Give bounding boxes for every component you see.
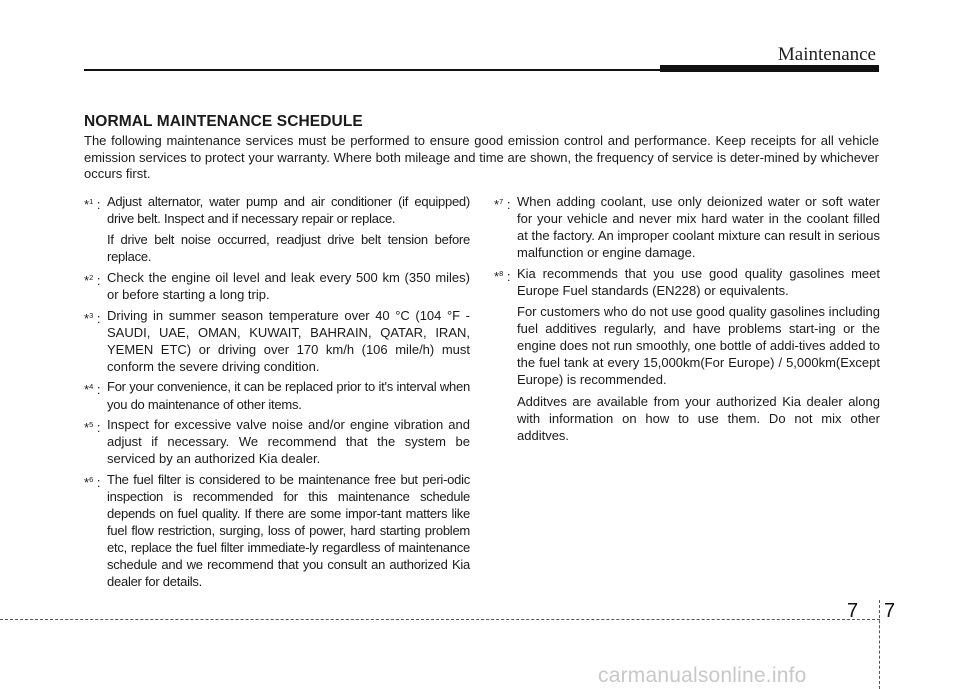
note-text: Inspect for excessive valve noise and/or engine vibration and adjust if necessary. We recommend that the system be serviced by an authorized Kia dealer. bbox=[107, 417, 470, 467]
note-text: Driving in summer season temperature over 40 °C (104 °F - SAUDI, UAE, OMAN, KUWAIT, BAHRAIN, QATAR, IRAN, YEMEN ETC) or driving over 170 km/h (106 mile/h) must conform the severe driving condition. bbox=[107, 307, 470, 374]
note-text: For your convenience, it can be replaced prior to it's interval when you do maintenance of other items. bbox=[107, 379, 470, 412]
section-intro: The following maintenance services must be performed to ensure good emission control and performance. Keep receipts for all vehicle emission services to protect your warranty. Where both mileage and time are shown, the frequency of service is deter-mined by whichever occurs first. bbox=[84, 133, 879, 181]
footer-rule-dashed bbox=[0, 619, 880, 620]
page-number: 7 bbox=[884, 600, 896, 622]
note-text: When adding coolant, use only deionized water or soft water for your vehicle and never mix hard water in the coolant filled at the factory. An improper coolant mixture can result in serious malfunction or engine damage. bbox=[517, 194, 880, 261]
note-marker: *$^8$ : bbox=[494, 268, 511, 284]
note-8 bbox=[494, 265, 880, 444]
note-text: Kia recommends that you use good quality gasolines meet Europe Fuel standards (EN228) or equivalents. bbox=[517, 265, 880, 298]
footer-divider-dashed bbox=[879, 600, 880, 689]
note-marker: *$^7$ : bbox=[494, 197, 511, 212]
note-7 bbox=[494, 193, 880, 261]
note-marker: *$^5$ : bbox=[84, 420, 101, 436]
note-text: Check the engine oil level and leak every 500 km (350 miles) or before starting a long trip. bbox=[107, 269, 470, 302]
header-rule-thin bbox=[84, 69, 660, 71]
note-text: For customers who do not use good quality gasolines including fuel additives regularly, and have problems start-ing or the engine does not run smoothly, one bottle of addi-tives added to the fuel tank at every 15,000km(For Europe) / 5,000km(Except Europe) is recommended. bbox=[517, 304, 880, 388]
note-2 bbox=[84, 269, 470, 303]
header-title: Maintenance bbox=[777, 44, 876, 65]
section-title: NORMAL MAINTENANCE SCHEDULE bbox=[84, 113, 363, 130]
chapter-number: 7 bbox=[847, 600, 859, 622]
note-text: Additves are available from your authorized Kia dealer along with information on how to use them. Do not mix other additves. bbox=[517, 393, 880, 443]
note-marker: *$^3$ : bbox=[84, 310, 101, 326]
note-4 bbox=[84, 378, 470, 412]
note-text: The fuel filter is considered to be maintenance free but peri-odic inspection is recommended for this maintenance schedule depends on fuel quality. If there are some impor-tant matters like fuel flow restriction, surging, loss of power, hard starting problem etc, replace the fuel filter immediate-ly regardless of maintenance schedule and we recommend that you consult an authorized Kia dealer for details. bbox=[107, 471, 470, 590]
note-6 bbox=[84, 471, 470, 591]
note-marker: *$^4$ : bbox=[84, 382, 101, 398]
note-marker: *$^6$ : bbox=[84, 474, 101, 490]
notes-column-left bbox=[84, 193, 470, 594]
header-rule-thick bbox=[660, 65, 879, 72]
note-text: Adjust alternator, water pump and air conditioner (if equipped) drive belt. Inspect and if necessary repair or replace. bbox=[107, 194, 470, 227]
note-text: If drive belt noise occurred, readjust drive belt tension before replace. bbox=[107, 232, 470, 265]
watermark: carmanualsonline.info bbox=[598, 664, 807, 687]
note-3 bbox=[84, 307, 470, 375]
note-marker: *$^1$ : bbox=[84, 197, 101, 212]
note-1 bbox=[84, 193, 470, 265]
note-5 bbox=[84, 416, 470, 467]
note-marker: *$^2$ : bbox=[84, 272, 101, 288]
notes-column-right bbox=[494, 193, 880, 447]
